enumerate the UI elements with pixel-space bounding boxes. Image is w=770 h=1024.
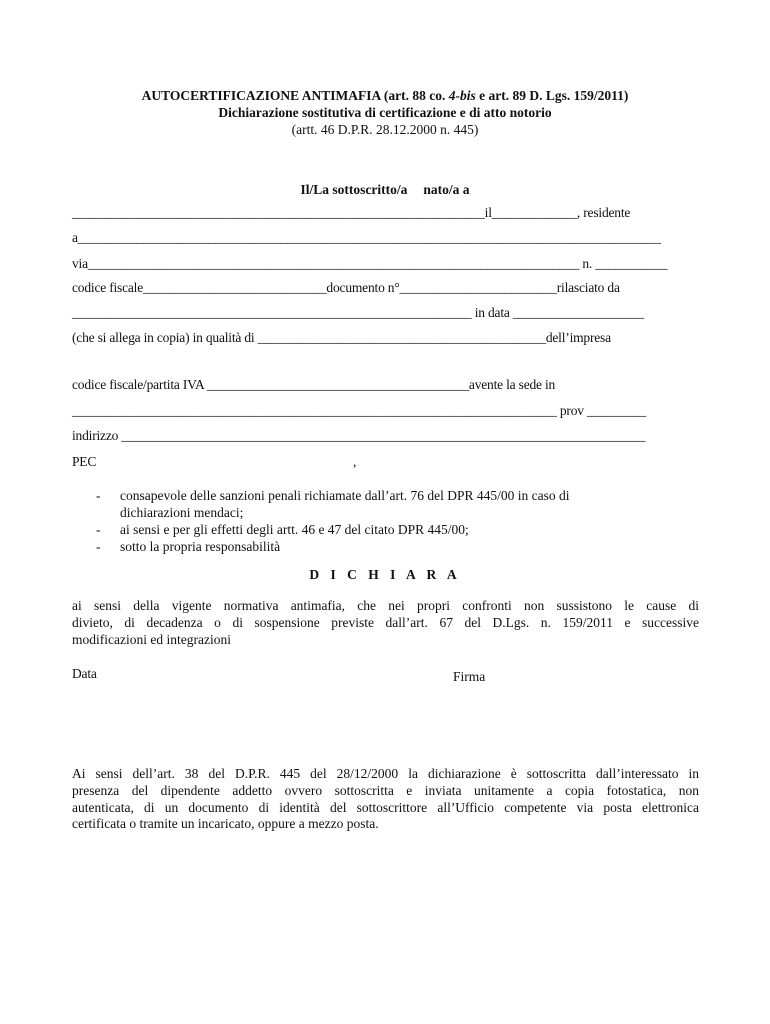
title-italic-part: 4-bis xyxy=(448,88,476,103)
form-line-vat[interactable]: codice fiscale/partita IVA ________________________________________avente la sede in xyxy=(72,377,556,392)
footer-line: Ai sensi dell’art. 38 del D.P.R. 445 del 28/12/2000 la dichiarazione è sottoscritta dall’interessato in xyxy=(72,766,699,781)
form-line-tax-code[interactable]: codice fiscale____________________________documento n°________________________rilasciato da xyxy=(72,280,620,295)
signature-label: Firma xyxy=(453,669,486,684)
form-line-address[interactable]: indirizzo ________________________________________________________________________________ xyxy=(72,428,646,443)
condition-item: consapevole delle sanzioni penali richiamate dall’art. 76 del DPR 445/00 in caso di xyxy=(120,488,570,503)
declaration-line: modificazioni ed integrazioni xyxy=(72,631,231,647)
condition-item: sotto la propria responsabilità xyxy=(120,539,281,554)
bullet-mark: - xyxy=(96,522,101,537)
declaration-text xyxy=(72,598,699,648)
declaration-line: divieto, di decadenza o di sospensione previste dall’art. 67 del D.Lgs. n. 159/2011 e successive xyxy=(72,614,699,630)
form-line-issued[interactable]: _____________________________________________________________ in data ____________________ xyxy=(72,305,644,320)
footer-line: autenticata, di un documento di identità del sottoscrittore all’Ufficio competente via posta elettronica xyxy=(72,799,699,815)
form-line-province[interactable]: __________________________________________________________________________ prov _________ xyxy=(72,403,646,418)
declaration-heading: D I C H I A R A xyxy=(309,567,461,582)
born-label: nato/a a xyxy=(423,182,470,197)
condition-item-cont: dichiarazioni mendaci; xyxy=(120,505,244,520)
date-label: Data xyxy=(72,666,97,681)
form-line-residence[interactable]: a_________________________________________________________________________________________ xyxy=(72,230,661,245)
document-title: AUTOCERTIFICAZIONE ANTIMAFIA (art. 88 co. 4-bis e art. 89 D. Lgs. 159/2011) xyxy=(141,88,629,103)
signatory-label: Il/La sottoscritto/a xyxy=(300,182,408,197)
declaration-line: ai sensi della vigente normativa antimafia, che nei propri confronti non sussistono le cause di xyxy=(72,598,699,613)
footer-note xyxy=(72,766,699,833)
bullet-mark: - xyxy=(96,539,101,554)
footer-line: presenza del dipendente addetto ovvero sottoscritta e inviata unitamente a copia fotostatica, non xyxy=(72,782,699,798)
signatory-heading xyxy=(0,182,770,198)
condition-item: ai sensi e per gli effetti degli artt. 46 e 47 del citato DPR 445/00; xyxy=(120,522,469,537)
bullet-mark: - xyxy=(96,488,101,503)
pec-comma: , xyxy=(353,454,357,469)
legal-reference: (artt. 46 D.P.R. 28.12.2000 n. 445) xyxy=(291,122,479,137)
form-line-birth[interactable]: _______________________________________________________________il_____________, residente xyxy=(72,205,631,220)
form-line-role[interactable]: (che si allega in copia) in qualità di ____________________________________________dell’impresa xyxy=(72,330,611,345)
document-subtitle: Dichiarazione sostitutiva di certificazione e di atto notorio xyxy=(218,105,552,120)
pec-label: PEC xyxy=(72,454,97,469)
footer-line: certificata o tramite un incaricato, oppure a mezzo posta. xyxy=(72,816,379,832)
form-line-street[interactable]: via___________________________________________________________________________ n. ___________ xyxy=(72,256,668,271)
